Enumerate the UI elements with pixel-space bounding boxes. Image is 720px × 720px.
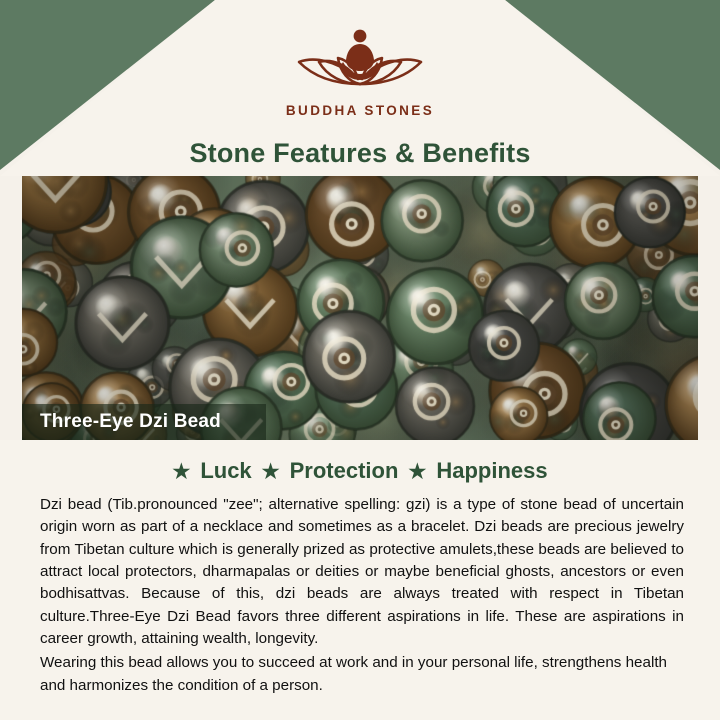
star-icon: ★ <box>408 460 427 483</box>
benefit-protection: Protection <box>289 458 399 483</box>
dzi-beads-photo <box>22 176 698 440</box>
star-icon: ★ <box>261 460 280 483</box>
description <box>40 494 684 697</box>
product-photo <box>22 176 698 440</box>
brand-name: BUDDHA STONES <box>285 103 435 118</box>
content-section <box>0 440 720 720</box>
description-paragraph-1: Dzi bead (Tib.pronounced "zee"; alternative spelling: gzi) is a type of stone bead of uncertain origin worn as part of a necklace and sometimes as a bracelet. Dzi beads are precious jewelry from Tibetan culture which is generally prized as protective amulets,these beads are believed to attract local protectors, dharmapalas or deities or maybe beneficial ghosts, ancestors or even bodhisattvas. Because of this, dzi beads are always treated with respect in Tibetan culture.Three-Eye Dzi Bead favors three different aspirations in life. These are aspirations in career growth, attaining wealth, longevity. <box>40 496 684 648</box>
benefit-happiness: Happiness <box>436 458 548 483</box>
brand-logo <box>285 22 435 118</box>
benefits-row <box>0 440 720 484</box>
lotus-meditation-icon <box>285 22 435 99</box>
title-banner <box>150 131 570 175</box>
photo-caption <box>22 404 266 440</box>
benefit-luck: Luck <box>200 458 252 483</box>
page-title: Stone Features & Benefits <box>189 137 531 168</box>
description-paragraph-2: Wearing this bead allows you to succeed at work and in your personal life, strengthens health and harmonizes the condition of a person. <box>40 654 667 694</box>
photo-caption-label: Three-Eye Dzi Bead <box>40 411 221 432</box>
star-icon: ★ <box>172 460 191 483</box>
